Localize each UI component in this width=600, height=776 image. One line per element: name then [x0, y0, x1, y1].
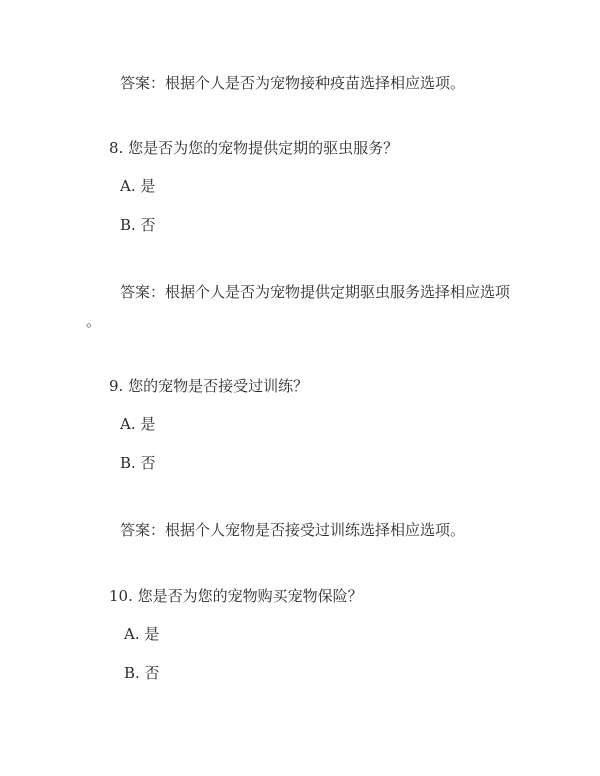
- q9-option-b: B. 否: [120, 454, 156, 472]
- q9-option-a: A. 是: [120, 415, 156, 433]
- answer-7: 答案：根据个人是否为宠物接种疫苗选择相应选项。: [120, 74, 466, 92]
- q8-option-a: A. 是: [120, 177, 156, 195]
- question-8: 8. 您是否为您的宠物提供定期的驱虫服务？: [109, 139, 399, 157]
- question-9: 9. 您的宠物是否接受过训练？: [109, 377, 309, 395]
- q10-option-a: A. 是: [124, 625, 160, 643]
- q8-option-b: B. 否: [120, 216, 156, 234]
- answer-9: 答案：根据个人宠物是否接受过训练选择相应选项。: [120, 521, 466, 539]
- q10-option-b: B. 否: [124, 664, 160, 682]
- answer-8: 答案：根据个人是否为宠物提供定期驱虫服务选择相应选项: [120, 283, 511, 301]
- answer-8-tail: 。: [86, 312, 102, 330]
- question-10: 10. 您是否为您的宠物购买宠物保险？: [109, 587, 363, 605]
